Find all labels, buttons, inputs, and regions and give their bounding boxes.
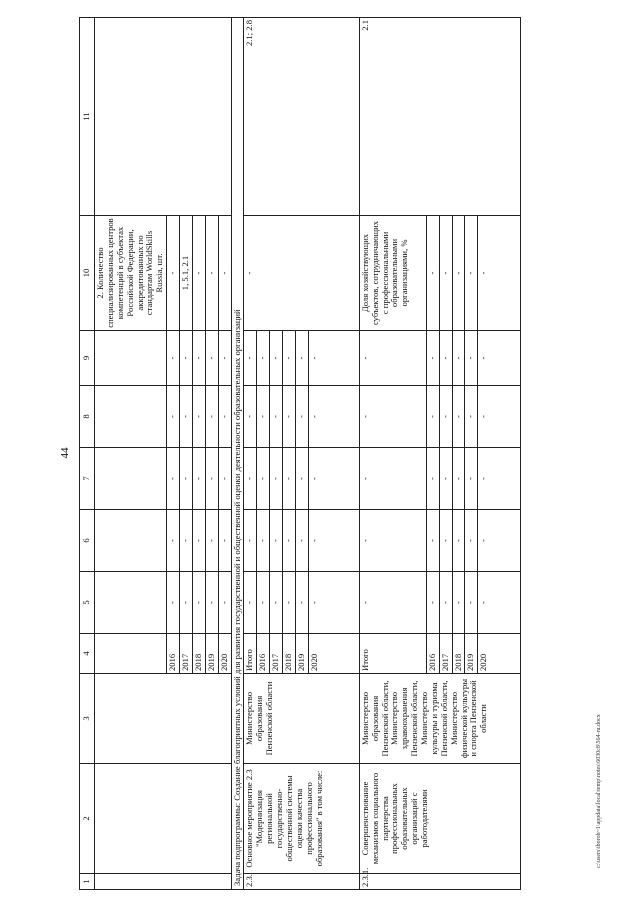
value-cell: - xyxy=(283,448,296,510)
header-cell: 5 xyxy=(80,572,95,634)
rotated-table-wrapper xyxy=(79,18,563,890)
task-ref-cell: 2.1; 2.8 xyxy=(244,18,359,216)
task-band-row xyxy=(231,18,244,890)
empty-cell xyxy=(95,386,167,448)
value-cell: - xyxy=(205,331,218,386)
footer-path-text: c:\users\iboroh~1\appdata\local\temp\notes\6030c8\564-ru.docx xyxy=(596,714,602,868)
value-cell: - xyxy=(439,386,452,448)
value-cell: - xyxy=(478,216,521,331)
value-cell: - xyxy=(308,510,359,572)
value-cell: - xyxy=(452,386,465,448)
value-cell: - xyxy=(295,510,308,572)
header-cell: 9 xyxy=(80,331,95,386)
task-band: Задача подпрограммы: Создание благоприятных условий для развития государственной и общественной оценки деятельности образовательных организаций xyxy=(231,18,244,890)
value-cell: - xyxy=(295,448,308,510)
value-cell: - xyxy=(167,448,180,510)
value-cell: 1, 5.1, 2.1 xyxy=(180,216,193,331)
header-cell: 7 xyxy=(80,448,95,510)
value-cell: - xyxy=(205,448,218,510)
value-cell: - xyxy=(439,331,452,386)
value-cell: - xyxy=(270,331,283,386)
value-cell: - xyxy=(452,331,465,386)
value-cell: - xyxy=(257,572,270,634)
value-cell: - xyxy=(244,572,257,634)
value-cell: - xyxy=(167,572,180,634)
value-cell: - xyxy=(426,331,439,386)
value-cell: - xyxy=(465,448,478,510)
value-cell: - xyxy=(218,331,231,386)
value-cell: - xyxy=(244,386,257,448)
value-cell: - xyxy=(452,216,465,331)
value-cell: - xyxy=(426,572,439,634)
value-cell: - xyxy=(465,386,478,448)
value-cell: - xyxy=(192,331,205,386)
value-cell: - xyxy=(218,216,231,331)
value-cell: - xyxy=(295,572,308,634)
page-number: 44 xyxy=(59,447,71,459)
value-cell: - xyxy=(180,331,193,386)
empty-cell xyxy=(95,572,167,634)
measure-executor: Министерство образования Пензенской области xyxy=(244,674,359,764)
indicator-name: Доля хозяйствующих субъектов, сотрудничающих с профессиональными образовательными организациями, % xyxy=(359,216,426,331)
value-cell: - xyxy=(257,386,270,448)
value-cell: - xyxy=(257,448,270,510)
value-cell: - xyxy=(478,386,521,448)
value-cell: - xyxy=(270,386,283,448)
value-cell: - xyxy=(359,448,426,510)
value-cell: - xyxy=(359,386,426,448)
year-cell: 2018 xyxy=(192,634,205,674)
header-cell: 8 xyxy=(80,386,95,448)
value-cell: - xyxy=(167,510,180,572)
value-cell: - xyxy=(218,448,231,510)
value-cell: - xyxy=(218,386,231,448)
value-cell: - xyxy=(244,331,257,386)
measure-name: Совершенствование механизмов социального партнерства профессиональных образовательных организаций с работодателями xyxy=(359,764,521,874)
value-cell: - xyxy=(244,510,257,572)
value-cell: - xyxy=(205,510,218,572)
value-cell: - xyxy=(283,331,296,386)
empty-cell xyxy=(95,874,232,890)
value-cell: - xyxy=(478,572,521,634)
empty-cell xyxy=(95,18,232,216)
year-cell: 2016 xyxy=(167,634,180,674)
empty-cell xyxy=(95,448,167,510)
value-cell: - xyxy=(308,386,359,448)
value-cell: - xyxy=(465,216,478,331)
header-cell: 11 xyxy=(80,18,95,216)
year-cell: 2017 xyxy=(270,634,283,674)
value-cell: - xyxy=(439,510,452,572)
value-cell: - xyxy=(439,216,452,331)
value-cell: - xyxy=(180,386,193,448)
indicator-row xyxy=(95,18,167,890)
value-cell: - xyxy=(167,216,180,331)
header-cell: 4 xyxy=(80,634,95,674)
header-cell: 3 xyxy=(80,674,95,764)
indicator-name: 2. Количество специализированных центров компетенций в субъектах Российской Федерации, аккредитованных по стандартам WorldSkills Russia, шт. xyxy=(95,216,167,331)
value-cell: - xyxy=(283,510,296,572)
value-cell: - xyxy=(192,216,205,331)
year-cell: 2020 xyxy=(478,634,521,674)
header-cell: 10 xyxy=(80,216,95,331)
year-cell: 2016 xyxy=(257,634,270,674)
value-cell: - xyxy=(465,510,478,572)
value-cell: - xyxy=(426,448,439,510)
year-cell: 2016 xyxy=(426,634,439,674)
value-cell: - xyxy=(426,386,439,448)
value-cell: - xyxy=(359,510,426,572)
measure-number: 2.3.1. xyxy=(359,874,521,890)
measure-executor: Министерство образования Пензенской области, Министерство здравоохранения Пензенской области, Министерство культуры и туризма Пензенской области, Министерство физической культуры и спорта Пензенской области xyxy=(359,674,521,764)
empty-cell xyxy=(95,634,167,674)
value-cell: - xyxy=(465,572,478,634)
value-cell: - xyxy=(439,448,452,510)
value-cell: - xyxy=(439,572,452,634)
indicator-cell: - xyxy=(244,216,359,331)
value-cell: - xyxy=(180,448,193,510)
value-cell: - xyxy=(205,386,218,448)
value-cell: - xyxy=(180,510,193,572)
value-cell: - xyxy=(270,510,283,572)
value-cell: - xyxy=(257,510,270,572)
value-cell: - xyxy=(426,216,439,331)
measure-name: Основное мероприятие 2.3 "Модернизация региональной государственно-общественной системы оценки качества профессионального образования" в том числе: xyxy=(244,764,359,874)
value-cell: - xyxy=(478,331,521,386)
value-cell: - xyxy=(270,448,283,510)
value-cell: - xyxy=(478,448,521,510)
empty-cell xyxy=(95,331,167,386)
value-cell: - xyxy=(270,572,283,634)
value-cell: - xyxy=(426,510,439,572)
value-cell: - xyxy=(205,216,218,331)
value-cell: - xyxy=(308,448,359,510)
value-cell: - xyxy=(180,572,193,634)
year-cell: 2017 xyxy=(180,634,193,674)
header-cell: 2 xyxy=(80,764,95,874)
value-cell: - xyxy=(244,448,257,510)
year-cell: 2019 xyxy=(205,634,218,674)
year-cell: Итого xyxy=(244,634,257,674)
year-cell: 2020 xyxy=(308,634,359,674)
value-cell: - xyxy=(218,510,231,572)
header-row xyxy=(80,18,95,890)
value-cell: - xyxy=(308,572,359,634)
value-cell: - xyxy=(308,331,359,386)
year-cell: 2019 xyxy=(295,634,308,674)
value-cell: - xyxy=(283,386,296,448)
year-cell: 2018 xyxy=(283,634,296,674)
year-cell: 2019 xyxy=(465,634,478,674)
value-cell: - xyxy=(192,386,205,448)
empty-cell xyxy=(95,510,167,572)
value-cell: - xyxy=(192,510,205,572)
measure-row xyxy=(359,18,426,890)
program-table xyxy=(79,17,521,890)
value-cell: - xyxy=(359,331,426,386)
value-cell: - xyxy=(452,572,465,634)
value-cell: - xyxy=(218,572,231,634)
value-cell: - xyxy=(359,572,426,634)
value-cell: - xyxy=(205,572,218,634)
year-cell: 2018 xyxy=(452,634,465,674)
value-cell: - xyxy=(295,386,308,448)
value-cell: - xyxy=(465,331,478,386)
value-cell: - xyxy=(192,448,205,510)
year-cell: Итого xyxy=(359,634,426,674)
year-cell: 2017 xyxy=(439,634,452,674)
value-cell: - xyxy=(167,331,180,386)
measure-row xyxy=(244,18,257,890)
value-cell: - xyxy=(257,331,270,386)
document-page xyxy=(79,18,563,890)
value-cell: - xyxy=(452,510,465,572)
value-cell: - xyxy=(452,448,465,510)
header-cell: 1 xyxy=(80,874,95,890)
value-cell: - xyxy=(478,510,521,572)
empty-cell xyxy=(95,764,232,874)
value-cell: - xyxy=(167,386,180,448)
value-cell: - xyxy=(295,331,308,386)
header-cell: 6 xyxy=(80,510,95,572)
empty-cell xyxy=(95,674,232,764)
year-cell: 2020 xyxy=(218,634,231,674)
task-ref-cell: 2.1 xyxy=(359,18,521,216)
measure-number: 2.3. xyxy=(244,874,359,890)
value-cell: - xyxy=(192,572,205,634)
value-cell: - xyxy=(283,572,296,634)
